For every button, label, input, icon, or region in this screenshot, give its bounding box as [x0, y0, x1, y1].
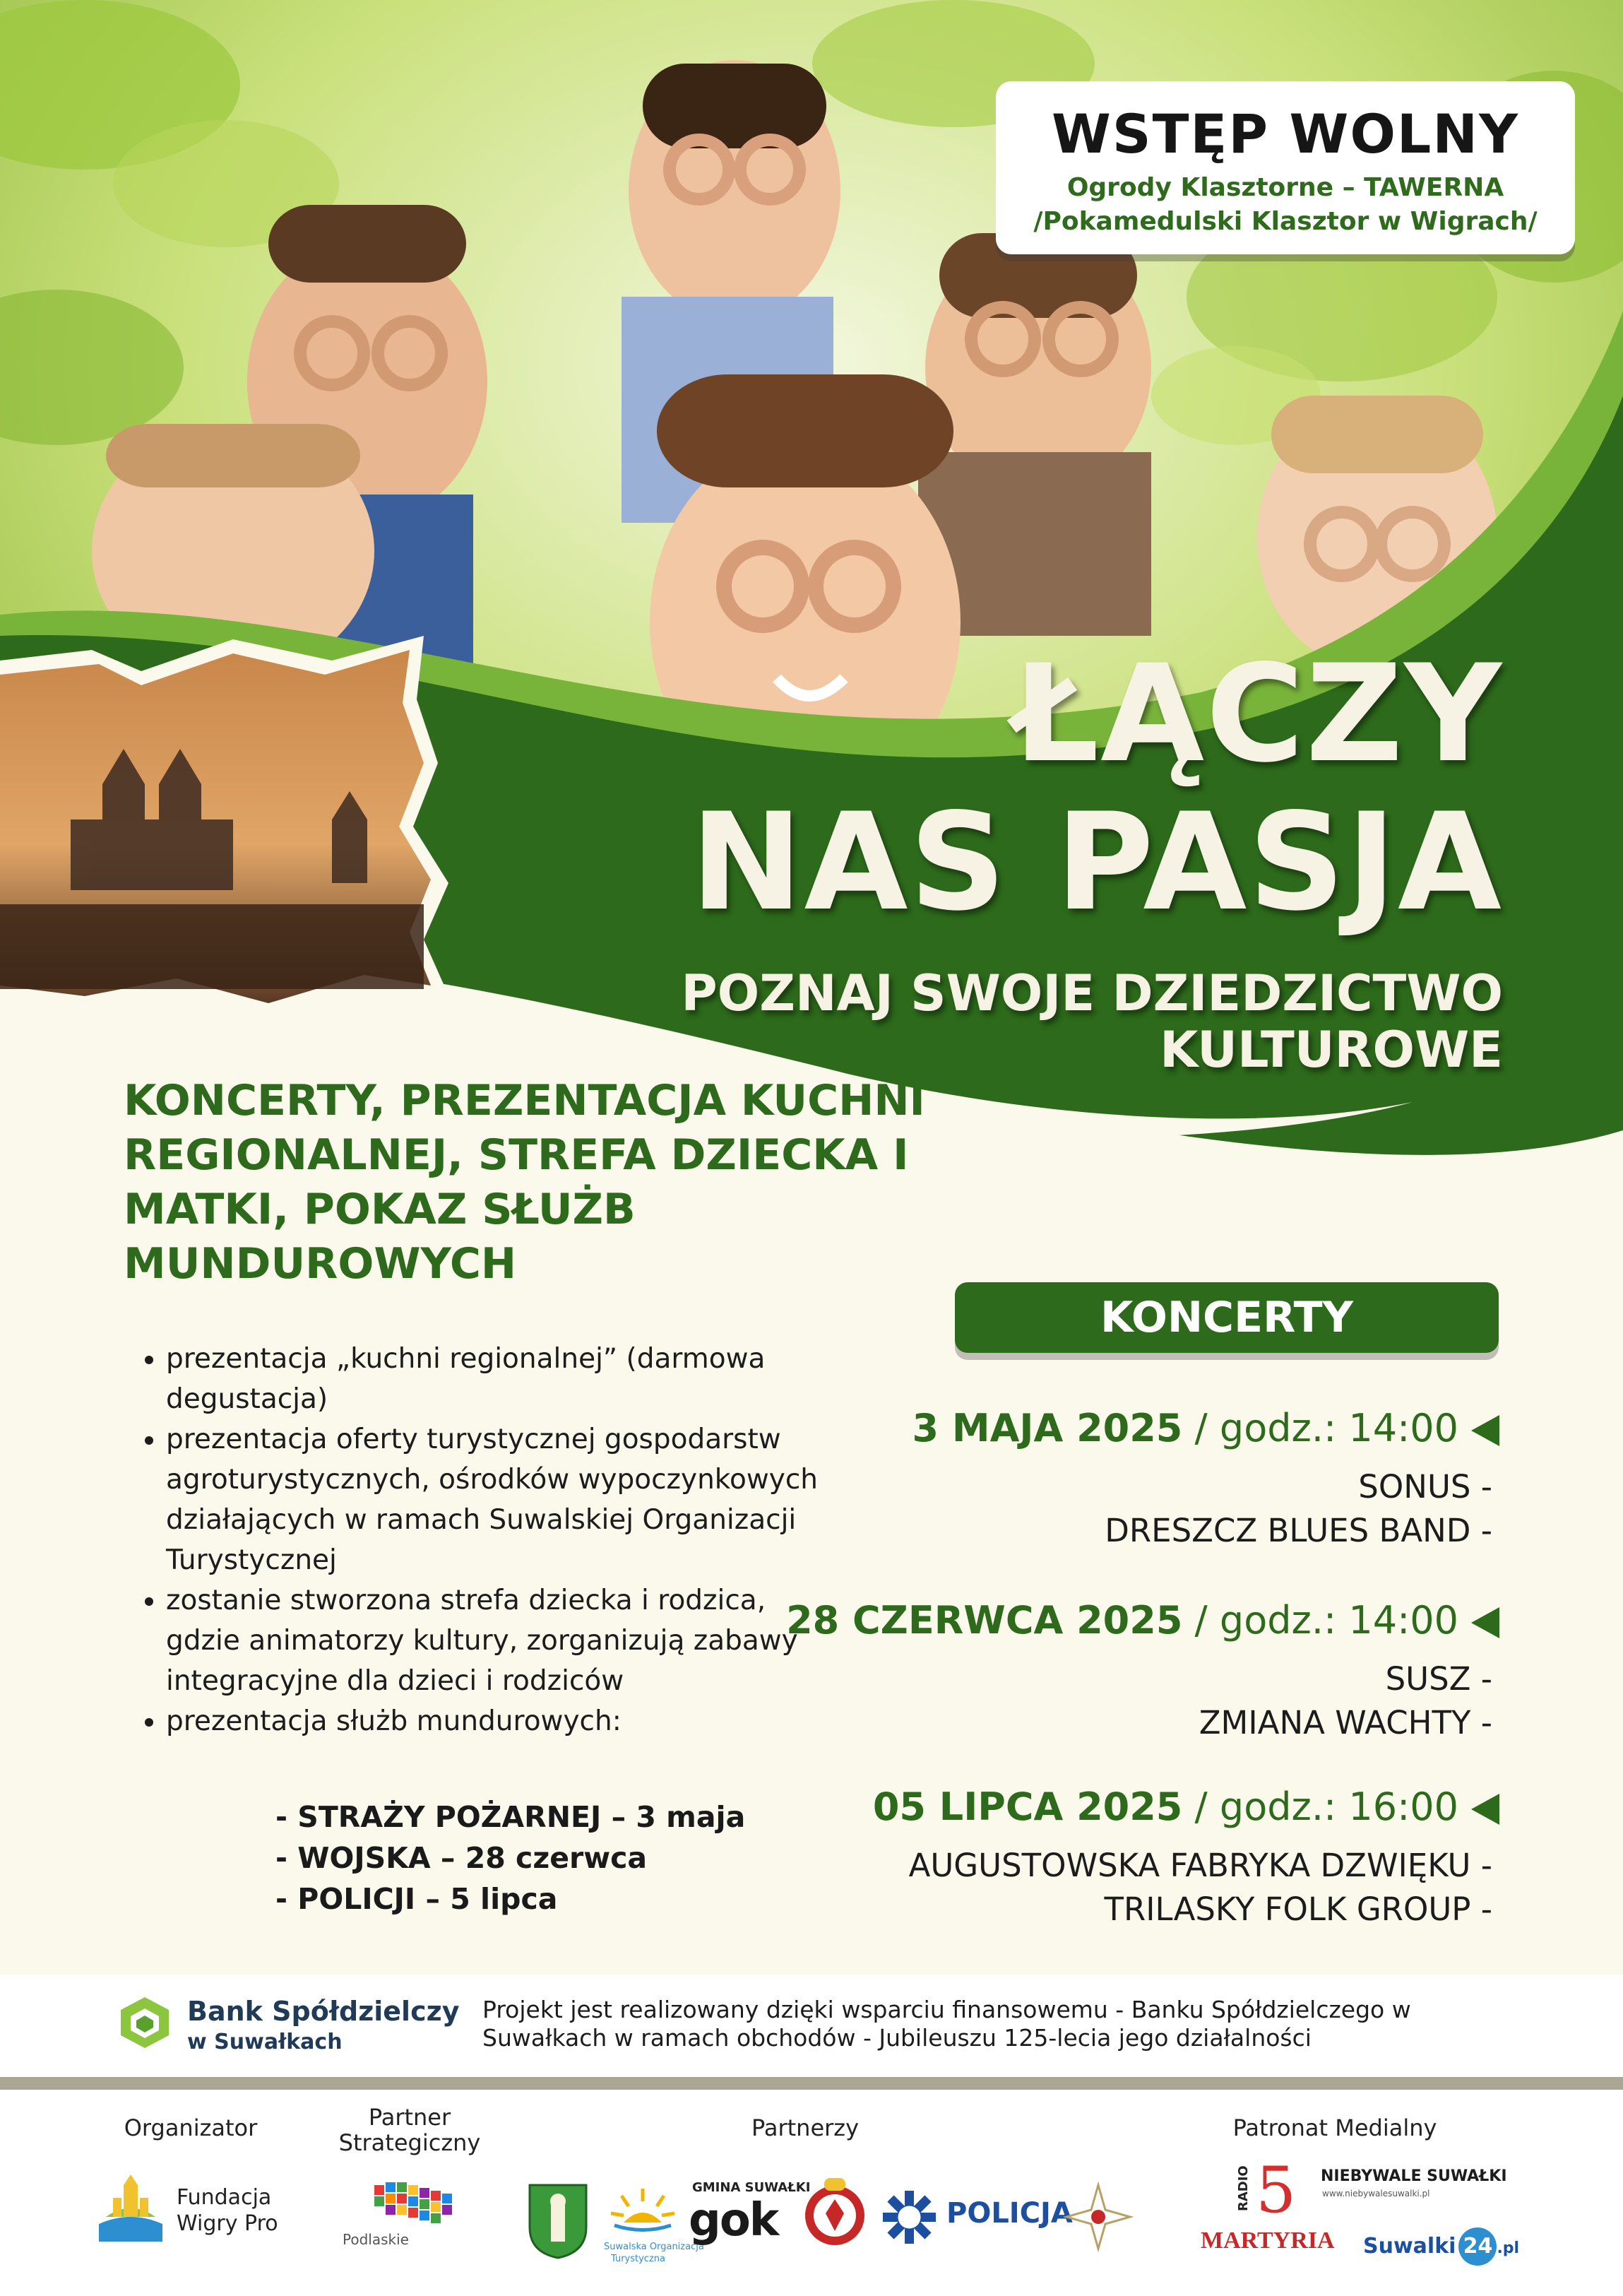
police-label: POLICJA: [946, 2197, 1073, 2230]
podlaskie-label: Podlaskie: [343, 2231, 409, 2248]
concerts-badge: [955, 1282, 1499, 1353]
gok-logo: gok: [689, 2194, 778, 2247]
strategic-caption-line1: Partner: [368, 2104, 451, 2131]
triangle-marker-icon: [1471, 1607, 1499, 1638]
info-box: [996, 81, 1575, 254]
suwalki24-domain: .pl: [1497, 2239, 1520, 2257]
bank-name: Bank Spółdzielczy: [187, 1996, 460, 2027]
divider: [0, 2077, 1623, 2090]
martyria-logo: MARTYRIA: [1201, 2227, 1335, 2254]
concert-date-3: [873, 1785, 1499, 1829]
suwalki24-text: Suwalki: [1363, 2234, 1456, 2259]
events-heading: KONCERTY, PREZENTACJA KUCHNI REGIONALNEJ, STREFA DZIECKA I MATKI, POKAZ SŁUŻB MUNDUROWYCH: [124, 1076, 925, 1289]
radio5-number: 5: [1256, 2153, 1297, 2227]
band-name: TRILASKY FOLK GROUP -: [1104, 1890, 1492, 1928]
organizer-name-line2: Wigry Pro: [177, 2211, 278, 2236]
free-entry-title: WSTĘP WOLNY: [1052, 102, 1519, 165]
bank-note-line2: Suwałkach w ramach obchodów - Jubileuszu 125-lecia jego działalności: [482, 2024, 1312, 2052]
band-name: ZMIANA WACHTY -: [1199, 1704, 1492, 1741]
concert-date-1: [912, 1406, 1500, 1450]
band-name: SONUS -: [1358, 1468, 1492, 1505]
attractions-list: [131, 1339, 830, 1741]
subtitle-line1: POZNAJ SWOJE DZIEDZICTWO: [681, 964, 1503, 1022]
organizer-caption: Organizator: [124, 2114, 258, 2141]
list-item: • prezentacja oferty turystycznej gospodarstw agroturystycznych, ośrodków wypoczynkowych działających w ramach Suwalskiej Organizacji Turystycznej: [166, 1419, 830, 1580]
band-name: SUSZ -: [1385, 1660, 1492, 1698]
hour-text: / godz.: 14:00: [1182, 1598, 1458, 1643]
concert-date-2: [786, 1598, 1499, 1643]
sponsor-strip: [0, 1975, 1623, 2081]
service-army: - WOJSKA – 28 czerwca: [275, 1841, 648, 1875]
service-police: - POLICJI – 5 lipca: [275, 1882, 558, 1916]
bank-logo-icon: [117, 1994, 173, 2051]
date-text: 05 LIPCA 2025: [872, 1785, 1183, 1829]
gmina-label: GMINA SUWAŁKI: [692, 2180, 811, 2195]
headline-line2: NAS PASJA: [690, 784, 1503, 940]
subtitle-line2: KULTUROWE: [1160, 1021, 1503, 1079]
podlaskie-bison-logo-icon: [367, 2178, 466, 2235]
fire-brigade-logo-icon: [802, 2174, 869, 2252]
partners-caption: Partnerzy: [751, 2114, 860, 2141]
date-text: 3 MAJA 2025: [912, 1406, 1183, 1450]
date-text: 28 CZERWCA 2025: [786, 1598, 1183, 1643]
niebywale-url: www.niebywalesuwalki.pl: [1322, 2189, 1430, 2199]
band-name: AUGUSTOWSKA FABRYKA DZWIĘKU -: [908, 1847, 1492, 1884]
venue-subline: /Pokamedulski Klasztor w Wigrach/: [1033, 207, 1538, 236]
list-item: • zostanie stworzona strefa dziecka i rodzica, gdzie animatorzy kultury, zorganizują zabawy integracyjne dla dzieci i rodziców: [166, 1580, 830, 1701]
headline-line1: ŁĄCZY: [1013, 636, 1503, 792]
suwalki24-badge: 24: [1458, 2227, 1497, 2266]
gmina-coat-of-arms-icon: [526, 2182, 590, 2259]
footer: [0, 2090, 1623, 2296]
suwalki24-logo: [1363, 2227, 1519, 2266]
hour-text: / godz.: 14:00: [1182, 1406, 1458, 1450]
sot-label-line1: Suwalska Organizacja: [604, 2242, 704, 2252]
organizer-name-line1: Fundacja: [177, 2185, 272, 2210]
concerts-label: KONCERTY: [1100, 1293, 1353, 1342]
list-item: • prezentacja „kuchni regionalnej” (darmowa degustacja): [166, 1339, 830, 1419]
army-cross-icon: [1063, 2182, 1134, 2252]
monastery-photo: [0, 636, 452, 1017]
venue-line: Ogrody Klasztorne – TAWERNA: [1066, 173, 1504, 202]
police-star-icon: [879, 2187, 939, 2247]
hour-text: / godz.: 16:00: [1182, 1785, 1458, 1829]
radio-label: RADIO: [1236, 2165, 1251, 2211]
bank-city: w Suwałkach: [187, 2030, 343, 2054]
service-fire: - STRAŻY POŻARNEJ – 3 maja: [275, 1800, 746, 1834]
triangle-marker-icon: [1471, 1794, 1499, 1825]
bank-note-line1: Projekt jest realizowany dzięki wsparciu finansowemu - Banku Spółdzielczego w: [482, 1996, 1411, 2023]
sot-label-line2: Turystyczna: [611, 2254, 665, 2264]
media-caption: Patronat Medialny: [1232, 2114, 1437, 2141]
niebywale-logo: NIEBYWALE SUWAŁKI: [1321, 2167, 1507, 2185]
band-name: DRESZCZ BLUES BAND -: [1105, 1512, 1492, 1549]
strategic-caption-line2: Strategiczny: [338, 2129, 481, 2156]
triangle-marker-icon: [1471, 1415, 1499, 1446]
wigry-pro-logo-icon: [92, 2171, 170, 2249]
list-item: • prezentacja służb mundurowych:: [166, 1701, 830, 1741]
